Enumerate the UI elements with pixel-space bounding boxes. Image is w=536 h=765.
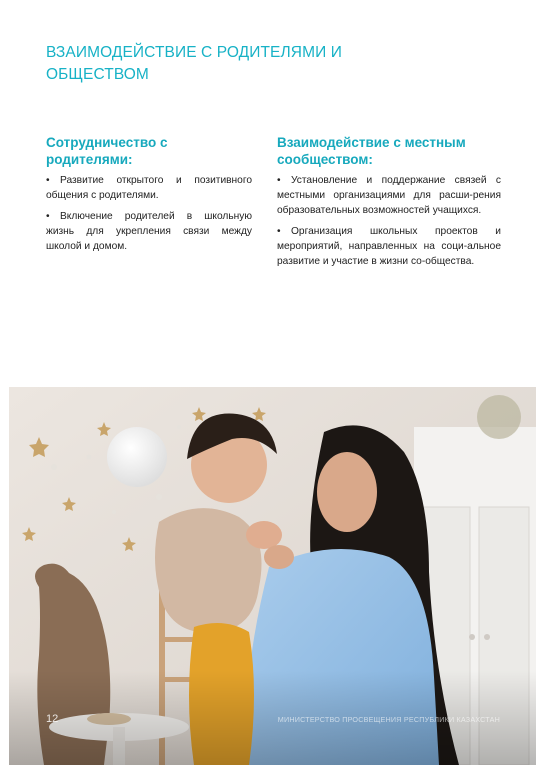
- bullet-text: Включение родителей в школьную жизнь для укрепления связи между школой и домом.: [46, 211, 252, 252]
- page-number: 12: [46, 713, 59, 725]
- community-interaction-heading: [277, 134, 501, 168]
- mother-and-child-photo: [9, 387, 536, 765]
- bullet-item: • Развитие открытого и позитивного общения с родителями.: [46, 175, 252, 201]
- heading-line-1: Взаимодействие с местным: [277, 135, 466, 150]
- section-title-line-2: ОБЩЕСТВОМ: [46, 66, 149, 83]
- footer-ministry-text: МИНИСТЕРСТВО ПРОСВЕЩЕНИЯ РЕСПУБЛИКИ КАЗАХСТАН: [277, 715, 500, 724]
- parents-cooperation-heading: [46, 134, 252, 168]
- bullet-text: Установление и поддержание связей с местными организациями для расши-рения образовательных возможностей учащихся.: [277, 175, 501, 216]
- parents-cooperation-column: [46, 134, 252, 260]
- heading-line-2: сообществом:: [277, 152, 373, 167]
- bullet-item: • Организация школьных проектов и мероприятий, направленных на соци-альное развитие и участие в жизни со-общества.: [277, 226, 501, 267]
- heading-line-2: родителями:: [46, 152, 133, 167]
- section-title: [46, 42, 466, 86]
- heading-line-1: Сотрудничество с: [46, 135, 168, 150]
- community-interaction-column: [277, 134, 501, 275]
- section-title-line-1: ВЗАИМОДЕЙСТВИЕ С РОДИТЕЛЯМИ И: [46, 44, 342, 61]
- bullet-text: Организация школьных проектов и мероприятий, направленных на соци-альное развитие и участие в жизни со-общества.: [277, 226, 501, 267]
- bullet-item: • Установление и поддержание связей с местными организациями для расши-рения образовательных возможностей учащихся.: [277, 175, 501, 216]
- bullet-item: • Включение родителей в школьную жизнь для укрепления связи между школой и домом.: [46, 211, 252, 252]
- bullet-text: Развитие открытого и позитивного общения с родителями.: [46, 175, 252, 201]
